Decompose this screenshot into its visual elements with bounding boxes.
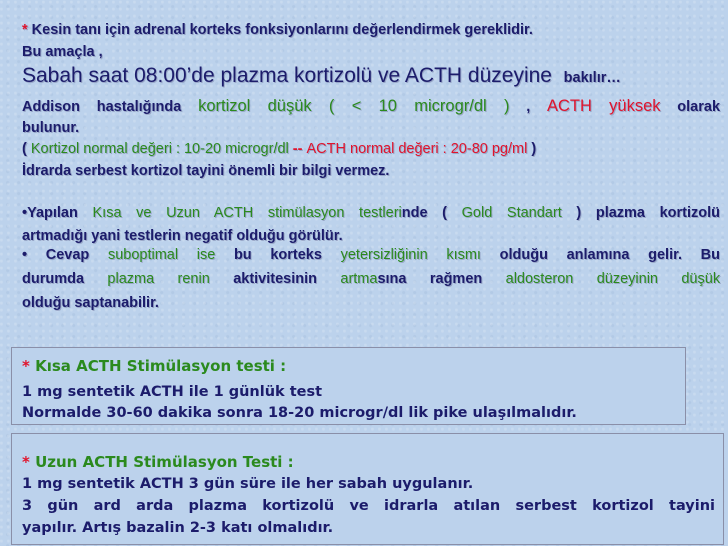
short-test-title: Kısa ACTH Stimülasyon testi : — [29, 357, 287, 375]
intro-line-1 — [22, 22, 720, 38]
paren-close: ) — [531, 141, 537, 157]
aldosterone-text: aldosteron düzeyinin düşük — [505, 271, 721, 287]
plasma-renin-text: plazma renin — [107, 271, 210, 287]
long-test-title: Uzun ACTH Stimülasyon Testi : — [29, 453, 294, 471]
paren-open: ( — [22, 141, 27, 157]
box-line: 1 mg sentetik ACTH 3 gün süre ile her sabah uygulanır. — [22, 476, 474, 492]
stimulation-line-1 — [22, 205, 720, 221]
dash-text: -- — [292, 141, 303, 157]
intro-text-1: Kesin tanı için adrenal korteks fonksiyonlarını değerlendirmek gereklidir. — [27, 22, 533, 38]
increase-text: artma — [340, 271, 378, 287]
para-text-e: ) plazma kortizolü — [576, 205, 721, 221]
para-text: sına rağmen — [377, 271, 483, 287]
acth-high-text: ACTH yüksek — [546, 97, 661, 115]
renin-line — [22, 271, 720, 287]
box-line: 3 gün ard arda plazma kortizolü ve idrarla atılan serbest kortizol tayini — [22, 498, 715, 514]
heading-text: Sabah saat 08:00’de plazma kortizolü ve ACTH düzeyine — [22, 64, 552, 87]
insufficiency-text: yetersizliğinin kısmı — [340, 247, 481, 263]
box-title — [22, 357, 286, 375]
para-text: bu korteks — [233, 247, 322, 263]
renin-line-end: olduğu saptanabilir. — [22, 295, 159, 311]
intro-line-2: Bu amaçla , — [22, 44, 103, 60]
bullet-star: * — [22, 22, 28, 38]
para-text: durumda — [22, 271, 85, 287]
intro-line-5: bulunur. — [22, 120, 80, 136]
box-line: Normalde 30-60 dakika sonra 18-20 microgr/dl lik pike ulaşılmalıdır. — [22, 405, 577, 421]
cortisol-normal-text: Kortizol normal değeri : 10-20 microgr/dl — [30, 141, 289, 157]
bullet-star: * — [22, 357, 30, 375]
gold-standard-text: Gold Standart — [461, 205, 562, 221]
long-acth-test-box — [11, 433, 724, 545]
box-line: yapılır. Artış bazalin 2-3 katı olmalıdır. — [22, 520, 334, 536]
short-acth-test-box — [11, 347, 686, 425]
olarak-text: olarak — [677, 99, 721, 115]
para-text: • Cevap — [22, 247, 90, 263]
box-title — [22, 453, 294, 471]
heading-tail: bakılır… — [563, 70, 621, 86]
para-text: olduğu anlamına gelir. Bu — [499, 247, 720, 263]
bullet-star: * — [22, 453, 30, 471]
para-text-c: nde ( — [401, 205, 448, 221]
suboptimal-text: suboptimal ise — [107, 247, 216, 263]
stimulation-tests-text: Kısa ve Uzun ACTH stimülasyon testleri — [92, 205, 402, 221]
acth-normal-text: ACTH normal değeri : 20-80 pg/ml — [306, 141, 528, 157]
addison-text: Addison hastalığında — [22, 99, 182, 115]
normal-values-line — [22, 141, 720, 157]
suboptimal-line — [22, 247, 720, 263]
para-text-a: •Yapılan — [22, 205, 78, 221]
para-text: aktivitesinin — [233, 271, 317, 287]
box-line: 1 mg sentetik ACTH ile 1 günlük test — [22, 384, 323, 400]
stimulation-line-2: artmadığı yani testlerin negatif olduğu görülür. — [22, 228, 343, 244]
morning-measurement-heading — [22, 64, 720, 88]
addison-line — [22, 97, 720, 116]
urine-cortisol-line: İdrarda serbest kortizol tayini önemli bir bilgi vermez. — [22, 163, 390, 179]
cortisol-low-text: kortizol düşük ( < 10 microgr/dl ) — [198, 97, 510, 115]
comma-text: , — [526, 99, 531, 115]
